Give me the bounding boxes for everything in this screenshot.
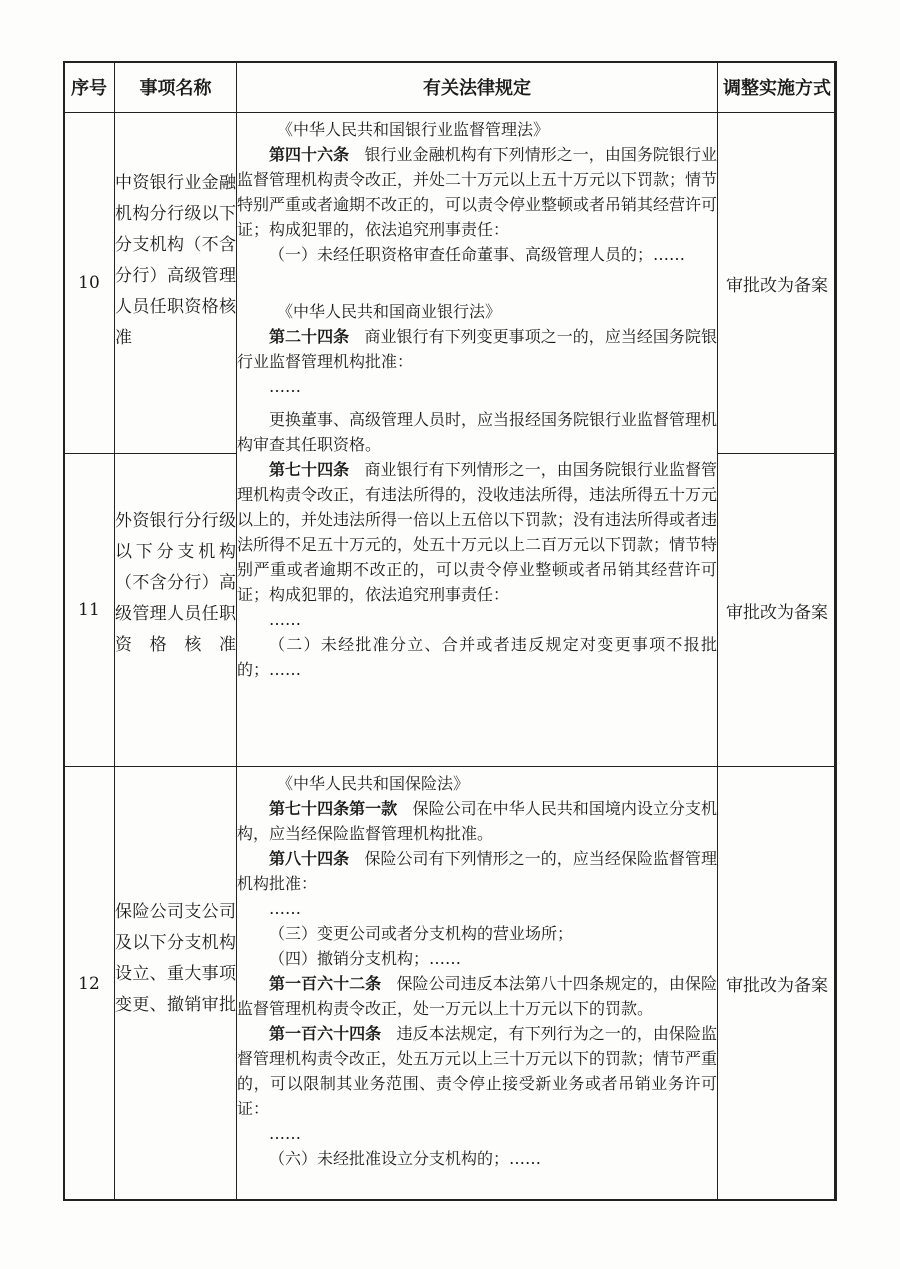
item-name-text: 外资银行分行级以下分支机构（不含分行）高级管理人员任职资格核准 bbox=[115, 511, 236, 655]
law-item: （四）撤销分支机构；…… bbox=[269, 949, 462, 968]
law-cell-merged bbox=[237, 113, 718, 767]
law-article bbox=[237, 846, 717, 896]
row-seq: 12 bbox=[64, 767, 115, 1201]
header-name: 事项名称 bbox=[115, 62, 237, 113]
table-row bbox=[64, 113, 837, 454]
header-law: 有关法律规定 bbox=[237, 62, 718, 113]
article-heading: 第二十四条 bbox=[269, 327, 350, 346]
article-text: 银行业金融机构有下列情形之一，由国务院银行业监督管理机构责令改正，并处二十万元以上五十万元以下罚款；情节特别严重或者逾期不改正的，可以责令停业整顿或者吊销其经营许可证；构成犯罪的，依法追究刑事责任： bbox=[237, 145, 718, 239]
header-mode: 调整实施方式 bbox=[718, 62, 837, 113]
law-title: 《中华人民共和国保险法》 bbox=[277, 774, 470, 793]
header-row bbox=[64, 62, 837, 113]
law-article bbox=[237, 457, 717, 607]
law-item: （一）未经任职资格审查任命董事、高级管理人员的；…… bbox=[269, 245, 686, 264]
law-segment-banking-supervision bbox=[237, 117, 717, 267]
row-item-name bbox=[115, 454, 237, 767]
law-article bbox=[237, 1021, 717, 1121]
law-paragraph: 更换董事、高级管理人员时，应当报经国务院银行业监督管理机构审查其任职资格。 bbox=[237, 410, 718, 454]
row-item-name bbox=[115, 113, 237, 454]
law-article bbox=[237, 796, 717, 846]
row-seq: 10 bbox=[64, 113, 115, 454]
item-name-text: 保险公司支公司及以下分支机构设立、重大事项变更、撤销审批 bbox=[115, 902, 236, 1015]
item-name-text: 中资银行业金融机构分行级以下分支机构（不含分行）高级管理人员任职资格核准 bbox=[115, 173, 236, 348]
article-heading: 第七十四条第一款 bbox=[269, 799, 398, 818]
law-article bbox=[237, 324, 717, 374]
law-item: （二）未经批准分立、合并或者违反规定对变更事项不报批的；…… bbox=[237, 635, 717, 679]
row-mode: 审批改为备案 bbox=[718, 454, 837, 767]
law-ellipsis: …… bbox=[269, 1124, 301, 1143]
article-text: 保险公司有下列情形之一的，应当经保险监督管理机构批准： bbox=[237, 849, 717, 893]
law-item: （三）变更公司或者分支机构的营业场所； bbox=[269, 924, 574, 943]
law-title: 《中华人民共和国银行业监督管理法》 bbox=[277, 120, 550, 139]
article-text: 违反本法规定，有下列行为之一的，由保险监督管理机构责令改正，处五万元以上三十万元以下的罚款；情节严重的，可以限制其业务范围、责令停止接受新业务或者吊销业务许可证： bbox=[237, 1024, 718, 1118]
law-article bbox=[237, 971, 717, 1021]
article-text: 保险公司在中华人民共和国境内设立分支机构，应当经保险监督管理机构批准。 bbox=[237, 799, 717, 843]
law-ellipsis: …… bbox=[269, 377, 301, 396]
law-ellipsis: …… bbox=[269, 610, 301, 629]
law-title: 《中华人民共和国商业银行法》 bbox=[277, 302, 502, 321]
article-text: 保险公司违反本法第八十四条规定的，由保险监督管理机构责令改正，处一万元以上十万元以下的罚款。 bbox=[237, 974, 717, 1018]
law-table bbox=[63, 61, 837, 1201]
article-text: 商业银行有下列变更事项之一的，应当经国务院银行业监督管理机构批准： bbox=[237, 327, 717, 371]
row-mode: 审批改为备案 bbox=[718, 767, 837, 1201]
law-segment-commercial-bank bbox=[237, 299, 717, 682]
article-heading: 第八十四条 bbox=[269, 849, 350, 868]
article-heading: 第一百六十二条 bbox=[269, 974, 382, 993]
article-heading: 第一百六十四条 bbox=[269, 1024, 382, 1043]
law-item: （六）未经批准设立分支机构的；…… bbox=[269, 1149, 542, 1168]
row-item-name bbox=[115, 767, 237, 1201]
row-mode: 审批改为备案 bbox=[718, 113, 837, 454]
law-cell bbox=[237, 767, 718, 1201]
row-seq: 11 bbox=[64, 454, 115, 767]
law-article bbox=[237, 142, 717, 242]
article-heading: 第四十六条 bbox=[269, 145, 350, 164]
law-segment-insurance bbox=[237, 771, 717, 1171]
header-seq: 序号 bbox=[64, 62, 115, 113]
article-text: 商业银行有下列情形之一，由国务院银行业监督管理机构责令改正，有违法所得的，没收违法所得，违法所得五十万元以上的，并处违法所得一倍以上五倍以下罚款；没有违法所得或者违法所得不足五十万元的，处五十万元以上二百万元以下罚款；情节特别严重或者逾期不改正的，可以责令停业整顿或者吊销其经营许可证；构成犯罪的，依法追究刑事责任： bbox=[237, 460, 718, 604]
table-row bbox=[64, 767, 837, 1201]
article-heading: 第七十四条 bbox=[269, 460, 350, 479]
law-ellipsis: …… bbox=[269, 899, 301, 918]
